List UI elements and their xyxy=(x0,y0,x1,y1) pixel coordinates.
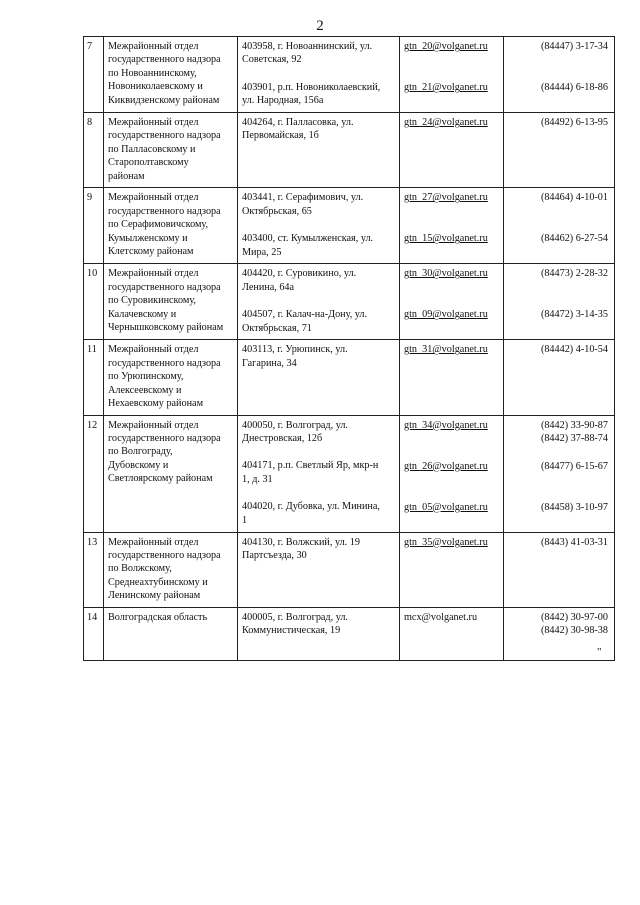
phone-cell xyxy=(504,37,615,113)
department-name-cell xyxy=(104,340,238,415)
table-row xyxy=(84,340,615,415)
email-cell xyxy=(400,37,504,113)
email-entry xyxy=(404,343,499,370)
phone-entry xyxy=(508,81,608,108)
email-cell xyxy=(400,113,504,188)
phone-entry xyxy=(508,343,608,370)
table-row xyxy=(84,532,615,607)
address-entry xyxy=(242,191,395,218)
department-name-line: по Суровикинскому, xyxy=(108,295,196,307)
department-name-line: государственного надзора xyxy=(108,281,221,293)
email-entry xyxy=(404,191,499,218)
phone-number: (84492) 6-13-95 xyxy=(540,117,608,128)
row-number: 12 xyxy=(84,415,104,532)
address-entry xyxy=(242,232,395,259)
phone-entry xyxy=(508,308,608,335)
department-name-line: Среднеахтубинскому и xyxy=(108,576,208,588)
email-entry xyxy=(404,81,499,108)
address-line: 1, д. 31 xyxy=(242,473,273,485)
address-line: 400005, г. Волгоград, ул. xyxy=(242,611,348,623)
email-cell xyxy=(400,607,504,660)
phone-entry xyxy=(508,536,608,563)
email-link[interactable]: gtn_34@volganet.ru xyxy=(404,419,488,431)
address-cell xyxy=(238,415,400,532)
phone-number: (8443) 41-03-31 xyxy=(540,536,608,548)
phone-number: (8442) 30-97-00 xyxy=(540,611,608,623)
department-name-line: по Урюпинскому, xyxy=(108,371,184,383)
department-name-line: Старополтавскому xyxy=(108,157,189,169)
address-entry xyxy=(242,308,395,335)
department-name-line: по Волгограду, xyxy=(108,446,173,458)
department-name-line: Нехаевскому районам xyxy=(108,398,204,410)
phone-number: (8442) 30-98-38 xyxy=(540,625,608,637)
phone-entry xyxy=(508,116,608,143)
email-entry xyxy=(404,611,499,638)
address-cell xyxy=(238,188,400,264)
email-cell xyxy=(400,532,504,607)
department-name-line: Чернышковскому районам xyxy=(108,322,224,334)
phone-number: (84442) 4-10-54 xyxy=(540,344,608,356)
phone-number: (84462) 6-27-54 xyxy=(540,233,608,245)
address-line: 403958, г. Новоаннинский, ул. xyxy=(242,41,373,52)
email-cell xyxy=(400,188,504,264)
department-name-line: по Серафимовичскому, xyxy=(108,219,209,231)
department-name-line: Межрайонный отдел xyxy=(108,536,199,548)
department-name-line: Дубовскому и xyxy=(108,459,169,471)
email-entry xyxy=(404,460,499,487)
address-line: ул. Народная, 156а xyxy=(242,95,324,107)
email-entry xyxy=(404,501,499,528)
department-name-line: Алексеевскому и xyxy=(108,384,182,396)
department-name-line: Кумылженскому и xyxy=(108,232,188,244)
page-number: 2 xyxy=(316,18,324,34)
email-link[interactable]: gtn_09@volganet.ru xyxy=(404,309,488,321)
department-name-cell xyxy=(104,113,238,188)
email-link[interactable]: gtn_05@volganet.ru xyxy=(404,501,488,513)
phone-cell xyxy=(504,264,615,340)
row-number: 7 xyxy=(84,37,104,113)
email-link[interactable]: gtn_20@volganet.ru xyxy=(404,41,488,52)
row-number: 13 xyxy=(84,532,104,607)
address-line: 403901, р.п. Новониколаевский, xyxy=(242,81,381,93)
email-entry xyxy=(404,308,499,335)
phone-entry xyxy=(508,267,608,294)
address-entry xyxy=(242,500,395,527)
phone-number: (84473) 2-28-32 xyxy=(540,268,608,280)
email-link[interactable]: mcx@volganet.ru xyxy=(404,611,478,623)
row-number: 11 xyxy=(84,340,104,415)
address-line: 404507, г. Калач-на-Дону, ул. xyxy=(242,309,368,321)
row-number: 14 xyxy=(84,607,104,660)
email-cell xyxy=(400,340,504,415)
closing-quote-mark: " xyxy=(597,646,602,658)
department-name-line: районам xyxy=(108,170,145,182)
address-cell xyxy=(238,607,400,660)
table-row xyxy=(84,264,615,340)
phone-number: (84444) 6-18-86 xyxy=(540,82,608,93)
department-name-line: Межрайонный отдел xyxy=(108,192,199,204)
phone-number: (84477) 6-15-67 xyxy=(540,460,608,472)
phone-entry xyxy=(508,232,608,259)
phone-entry xyxy=(508,501,608,528)
department-name-cell xyxy=(104,532,238,607)
department-name-cell xyxy=(104,607,238,660)
address-entry xyxy=(242,40,395,67)
address-entry xyxy=(242,536,395,563)
table-row xyxy=(84,113,615,188)
department-name-line: государственного надзора xyxy=(108,357,221,369)
table-row xyxy=(84,415,615,532)
department-name-line: государственного надзора xyxy=(108,205,221,217)
department-name-line: Волгоградская область xyxy=(108,611,208,623)
department-name-line: государственного надзора xyxy=(108,54,221,66)
email-link[interactable]: gtn_15@volganet.ru xyxy=(404,233,488,245)
email-link[interactable]: gtn_21@volganet.ru xyxy=(404,82,488,93)
phone-entry xyxy=(508,460,608,487)
address-entry xyxy=(242,459,395,486)
department-name-line: по Палласовскому и xyxy=(108,143,196,155)
department-name-line: по Новоаннинскому, xyxy=(108,67,197,79)
address-line: Партсъезда, 30 xyxy=(242,549,307,561)
phone-number: (8442) 37-88-74 xyxy=(540,432,608,444)
address-entry xyxy=(242,81,395,108)
phone-number: (84464) 4-10-01 xyxy=(540,192,608,204)
address-cell xyxy=(238,532,400,607)
address-line: 403113, г. Урюпинск, ул. xyxy=(242,344,348,356)
department-name-line: Межрайонный отдел xyxy=(108,419,199,431)
address-line: 404171, р.п. Светлый Яр, мкр-н xyxy=(242,460,379,472)
address-line: Мира, 25 xyxy=(242,246,282,258)
address-line: 404420, г. Суровикино, ул. xyxy=(242,268,357,280)
address-cell xyxy=(238,264,400,340)
address-cell xyxy=(238,340,400,415)
phone-number: (84458) 3-10-97 xyxy=(540,501,608,513)
address-entry xyxy=(242,419,395,446)
row-number: 10 xyxy=(84,264,104,340)
phone-number: (84447) 3-17-34 xyxy=(540,41,608,52)
email-link[interactable]: gtn_24@volganet.ru xyxy=(404,117,488,128)
row-number: 9 xyxy=(84,188,104,264)
address-entry xyxy=(242,116,395,143)
email-entry xyxy=(404,267,499,294)
department-name-line: государственного надзора xyxy=(108,130,221,142)
department-name-line: Межрайонный отдел xyxy=(108,268,199,280)
address-line: 404020, г. Дубовка, ул. Минина, xyxy=(242,501,380,513)
email-entry xyxy=(404,40,499,67)
phone-entry xyxy=(508,419,608,446)
department-name-line: Межрайонный отдел xyxy=(108,344,199,356)
department-name-cell xyxy=(104,37,238,113)
department-name-line: государственного надзора xyxy=(108,549,221,561)
phone-entry xyxy=(508,191,608,218)
phone-cell xyxy=(504,532,615,607)
address-line: 404130, г. Волжский, ул. 19 xyxy=(242,536,360,548)
phone-cell xyxy=(504,188,615,264)
department-name-line: по Волжскому, xyxy=(108,563,172,575)
email-link[interactable]: gtn_35@volganet.ru xyxy=(404,536,488,548)
address-line: Днестровская, 12б xyxy=(242,432,323,444)
address-line: Ленина, 64а xyxy=(242,281,295,293)
email-link[interactable]: gtn_27@volganet.ru xyxy=(404,192,488,204)
address-line: Первомайская, 1б xyxy=(242,130,319,142)
address-line: 403441, г. Серафимович, ул. xyxy=(242,192,364,204)
table-row xyxy=(84,188,615,264)
department-name-line: Межрайонный отдел xyxy=(108,41,199,52)
row-number: 8 xyxy=(84,113,104,188)
email-entry xyxy=(404,232,499,259)
supervision-offices-table xyxy=(83,36,615,661)
address-line: 1 xyxy=(242,514,248,526)
email-entry xyxy=(404,536,499,563)
address-line: 404264, г. Палласовка, ул. xyxy=(242,117,354,128)
address-line: Советская, 92 xyxy=(242,54,302,66)
email-entry xyxy=(404,116,499,143)
address-cell xyxy=(238,113,400,188)
email-cell xyxy=(400,415,504,532)
department-name-line: Новониколаевскому и xyxy=(108,81,203,93)
address-line: 400050, г. Волгоград, ул. xyxy=(242,419,348,431)
department-name-cell xyxy=(104,415,238,532)
address-line: Гагарина, 34 xyxy=(242,357,297,369)
department-name-line: Калачевскому и xyxy=(108,308,177,320)
department-name-line: Киквидзенскому районам xyxy=(108,94,220,106)
table-row xyxy=(84,37,615,113)
address-entry xyxy=(242,611,395,638)
phone-number: (8442) 33-90-87 xyxy=(540,419,608,431)
phone-number: (84472) 3-14-35 xyxy=(540,309,608,321)
phone-cell xyxy=(504,113,615,188)
phone-entry xyxy=(508,40,608,67)
department-name-cell xyxy=(104,188,238,264)
address-cell xyxy=(238,37,400,113)
department-name-line: Межрайонный отдел xyxy=(108,117,199,128)
address-line: 403400, ст. Кумылженская, ул. xyxy=(242,233,374,245)
table-row xyxy=(84,607,615,660)
email-cell xyxy=(400,264,504,340)
address-line: Октябрьская, 65 xyxy=(242,205,312,217)
department-name-line: Ленинскому районам xyxy=(108,590,201,602)
department-name-cell xyxy=(104,264,238,340)
phone-cell xyxy=(504,415,615,532)
department-name-line: государственного надзора xyxy=(108,432,221,444)
address-entry xyxy=(242,343,395,370)
address-line: Коммунистическая, 19 xyxy=(242,625,341,637)
email-link[interactable]: gtn_26@volganet.ru xyxy=(404,460,488,472)
address-line: Октябрьская, 71 xyxy=(242,322,312,334)
phone-entry xyxy=(508,611,608,638)
phone-cell xyxy=(504,340,615,415)
email-entry xyxy=(404,419,499,446)
department-name-line: Светлоярскому районам xyxy=(108,473,213,485)
address-entry xyxy=(242,267,395,294)
email-link[interactable]: gtn_31@volganet.ru xyxy=(404,344,488,356)
department-name-line: Клетскому районам xyxy=(108,246,194,258)
email-link[interactable]: gtn_30@volganet.ru xyxy=(404,268,488,280)
